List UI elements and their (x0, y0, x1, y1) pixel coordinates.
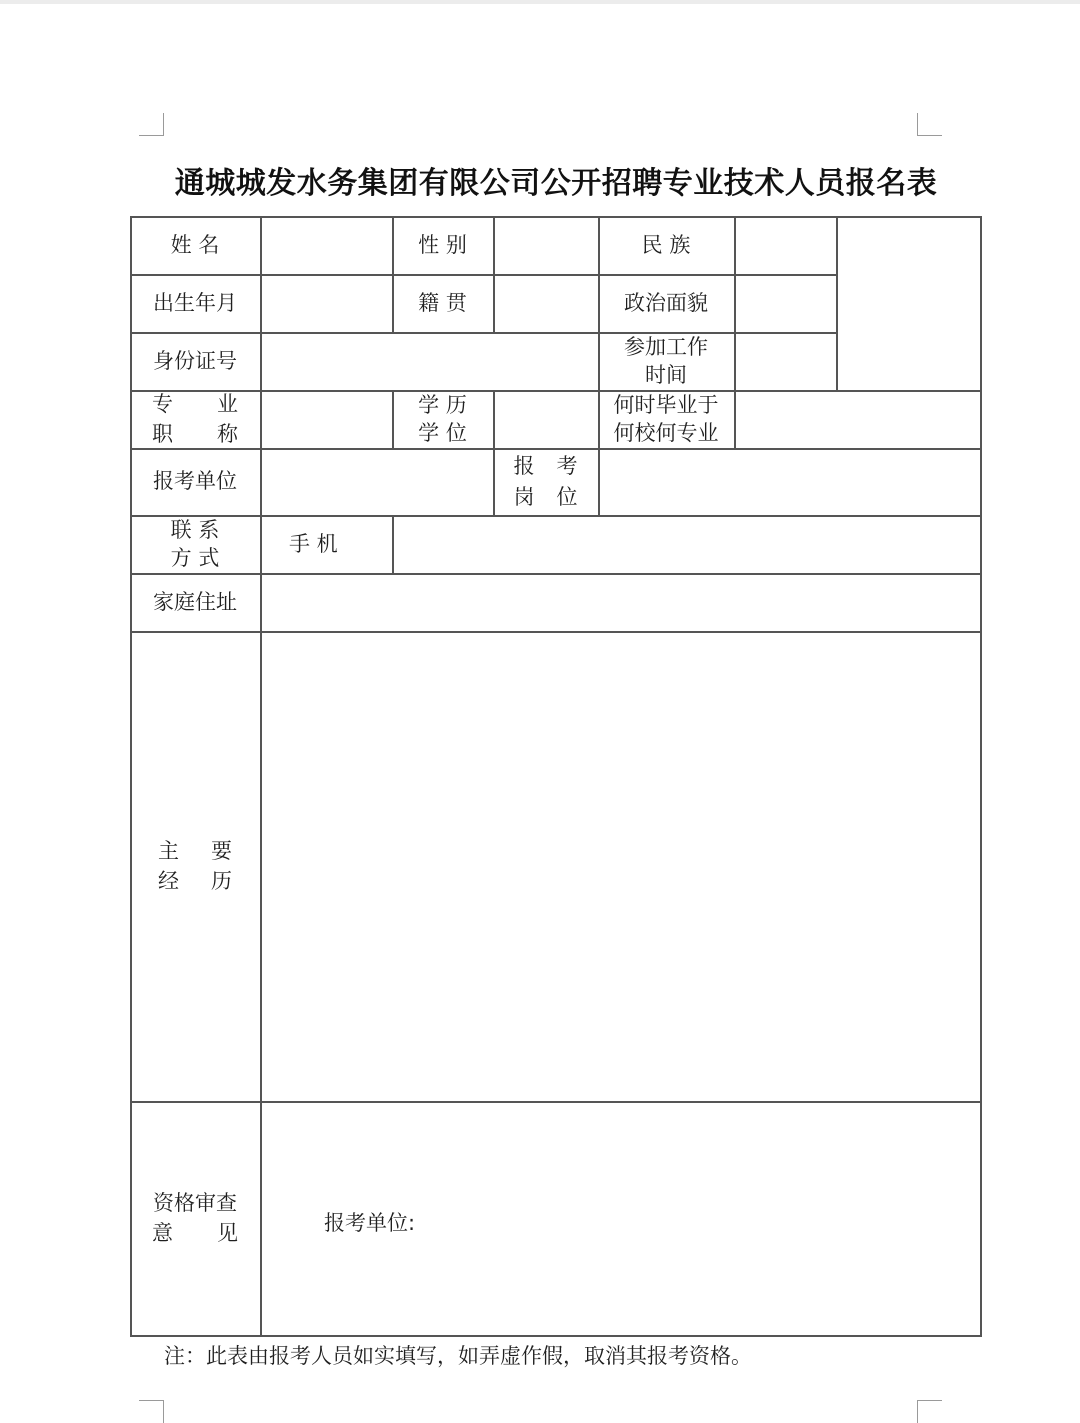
experience-char-2: 要 (211, 838, 232, 863)
post-char-3: 岗 (513, 484, 535, 509)
experience-label (130, 631, 260, 1101)
education-label-line1: 学 历 (418, 392, 467, 417)
experience-char-3: 经 (158, 869, 179, 893)
gender-label: 性 别 (418, 232, 467, 257)
review-label-line1: 资格审查 (153, 1190, 237, 1215)
contact-label (130, 515, 260, 573)
review-field[interactable] (261, 1101, 980, 1335)
graduation-label-line1: 何时毕业于 (613, 392, 719, 417)
contact-label-line2: 方 式 (170, 546, 220, 570)
native-place-label: 籍 贯 (418, 290, 467, 315)
document-title: 通城城发水务集团有限公司公开招聘专业技术人员报名表 (174, 166, 938, 201)
gender-field[interactable] (493, 216, 598, 274)
post-char-1: 报 (513, 454, 535, 479)
name-label: 姓 名 (170, 232, 220, 257)
address-field[interactable] (261, 573, 980, 631)
major-title-field[interactable] (261, 390, 392, 448)
work-start-label-line2: 时间 (645, 363, 687, 387)
registration-form (130, 216, 982, 1337)
crop-mark-top-right (917, 113, 942, 136)
top-strip (0, 0, 1080, 4)
footnote: 注：此表由报考人员如实填写，如弄虚作假，取消其报考资格。 (164, 1344, 752, 1368)
mobile-field[interactable] (392, 515, 980, 573)
review-unit-label: 报考单位: (324, 1211, 416, 1235)
graduation-field[interactable] (734, 390, 980, 448)
work-start-field[interactable] (734, 332, 836, 390)
photo-box[interactable] (836, 216, 980, 390)
birth-label: 出生年月 (153, 290, 237, 315)
review-char-2: 见 (217, 1221, 238, 1245)
id-number-label: 身份证号 (153, 348, 237, 373)
major-char-2: 业 (217, 391, 238, 416)
work-start-label (598, 332, 734, 390)
post-char-2: 考 (556, 454, 578, 479)
address-label: 家庭住址 (153, 589, 237, 614)
education-label-line2: 学 位 (418, 421, 467, 445)
post-char-4: 位 (556, 484, 578, 509)
major-char-1: 专 (152, 391, 173, 416)
applied-post-label (493, 448, 598, 515)
contact-label-line1: 联 系 (170, 517, 220, 542)
title-char-1: 职 (152, 422, 173, 446)
review-label (130, 1101, 260, 1335)
applied-unit-label: 报考单位 (153, 469, 237, 494)
experience-char-1: 主 (158, 838, 179, 863)
title-char-2: 称 (217, 422, 238, 446)
experience-field[interactable] (261, 631, 980, 1101)
graduation-label (598, 390, 734, 448)
native-place-field[interactable] (493, 274, 598, 332)
applied-unit-field[interactable] (261, 448, 493, 515)
birth-field[interactable] (261, 274, 392, 332)
graduation-label-line2: 何校何专业 (613, 421, 719, 445)
applied-post-field[interactable] (598, 448, 980, 515)
mobile-label: 手 机 (289, 531, 338, 556)
id-number-field[interactable] (261, 332, 598, 390)
education-label (392, 390, 493, 448)
work-start-label-line1: 参加工作 (624, 334, 708, 359)
ethnicity-label: 民 族 (641, 232, 691, 257)
crop-mark-top-left (139, 113, 164, 136)
major-title-label (130, 390, 260, 448)
political-status-label: 政治面貌 (624, 290, 708, 315)
political-status-field[interactable] (734, 274, 836, 332)
review-char-1: 意 (152, 1221, 173, 1245)
name-field[interactable] (261, 216, 392, 274)
ethnicity-field[interactable] (734, 216, 836, 274)
experience-char-4: 历 (211, 869, 232, 893)
education-field[interactable] (493, 390, 598, 448)
